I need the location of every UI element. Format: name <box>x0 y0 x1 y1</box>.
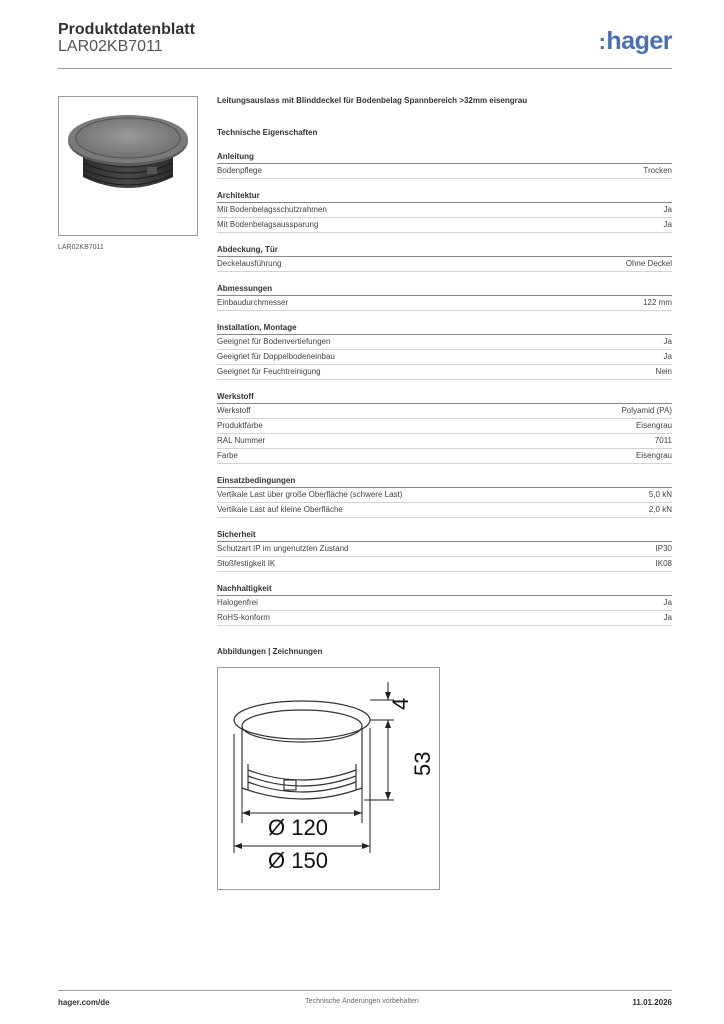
footer-disclaimer: Technische Änderungen vorbehalten <box>305 998 419 1005</box>
spec-row: Mit Bodenbelagsschutzrahmen Ja <box>217 203 672 218</box>
spec-section <box>217 96 672 626</box>
product-description: Leitungsauslass mit Blinddeckel für Bodenbelag Spannbereich >32mm eisengrau <box>217 96 528 105</box>
spec-group-architektur <box>217 191 672 233</box>
spec-group-title: Werkstoff <box>217 392 672 404</box>
spec-group-title: Abmessungen <box>217 284 672 296</box>
spec-row: Schutzart IP im ungenutzten Zustand IP30 <box>217 542 672 557</box>
footer-website-link[interactable]: hager.com/de <box>58 998 110 1007</box>
footer-divider <box>58 990 672 991</box>
floor-outlet-photo-icon <box>59 97 197 235</box>
spec-row: Vertikale Last auf kleine Oberfläche 2,0 kN <box>217 503 672 518</box>
dimension-outer-diameter-label: Ø 150 <box>268 848 328 873</box>
spec-row: Produktfarbe Eisengrau <box>217 419 672 434</box>
spec-group-title: Sicherheit <box>217 530 672 542</box>
dimension-height-label: 53 <box>410 751 435 776</box>
spec-group-nachhaltigkeit <box>217 584 672 626</box>
logo-text: hager <box>606 27 672 55</box>
spec-group-title: Installation, Montage <box>217 323 672 335</box>
dimension-drawing-icon <box>218 668 439 889</box>
spec-group-title: Architektur <box>217 191 672 203</box>
document-title: Produktdatenblatt <box>58 21 195 38</box>
spec-group-title: Anleitung <box>217 152 672 164</box>
spec-row: Werkstoff Polyamid (PA) <box>217 404 672 419</box>
logo-dots-icon: : <box>598 29 606 54</box>
spec-group-sicherheit <box>217 530 672 572</box>
dimension-inner-diameter-label: Ø 120 <box>268 815 328 840</box>
spec-row: Farbe Eisengrau <box>217 449 672 464</box>
spec-row: Geeignet für Bodenvertiefungen Ja <box>217 335 672 350</box>
spec-group-anleitung <box>217 152 672 179</box>
spec-row: RAL Nummer 7011 <box>217 434 672 449</box>
footer-date: 11.01.2026 <box>632 998 672 1007</box>
spec-row: Bodenpflege Trocken <box>217 164 672 179</box>
header-divider <box>58 68 672 69</box>
spec-group-abdeckung <box>217 245 672 272</box>
dimension-height-small-label: 4 <box>388 697 413 710</box>
figures-heading: Abbildungen | Zeichnungen <box>217 647 323 656</box>
spec-row: Vertikale Last über große Oberfläche (schwere Last) 5,0 kN <box>217 488 672 503</box>
spec-group-title: Einsatzbedingungen <box>217 476 672 488</box>
spec-row: RoHS-konform Ja <box>217 611 672 626</box>
spec-row: Geeignet für Feuchtreinigung Nein <box>217 365 672 380</box>
spec-group-werkstoff <box>217 392 672 464</box>
spec-group-title: Nachhaltigkeit <box>217 584 672 596</box>
spec-row: Deckelausführung Ohne Deckel <box>217 257 672 272</box>
spec-row: Stoßfestigkeit IK IK08 <box>217 557 672 572</box>
tech-properties-heading: Technische Eigenschaften <box>217 128 318 137</box>
photo-caption: LAR02KB7011 <box>58 244 104 251</box>
spec-row: Geeignet für Doppelbodeneinbau Ja <box>217 350 672 365</box>
spec-row: Mit Bodenbelagsaussparung Ja <box>217 218 672 233</box>
hager-logo <box>599 27 672 56</box>
spec-group-title: Abdeckung, Tür <box>217 245 672 257</box>
spec-row: Halogenfrei Ja <box>217 596 672 611</box>
spec-group-installation <box>217 323 672 380</box>
product-photo <box>58 96 198 236</box>
spec-group-abmessungen <box>217 284 672 311</box>
article-number: LAR02KB7011 <box>58 38 163 55</box>
technical-drawing <box>217 667 440 890</box>
spec-group-einsatzbedingungen <box>217 476 672 518</box>
spec-row: Einbaudurchmesser 122 mm <box>217 296 672 311</box>
